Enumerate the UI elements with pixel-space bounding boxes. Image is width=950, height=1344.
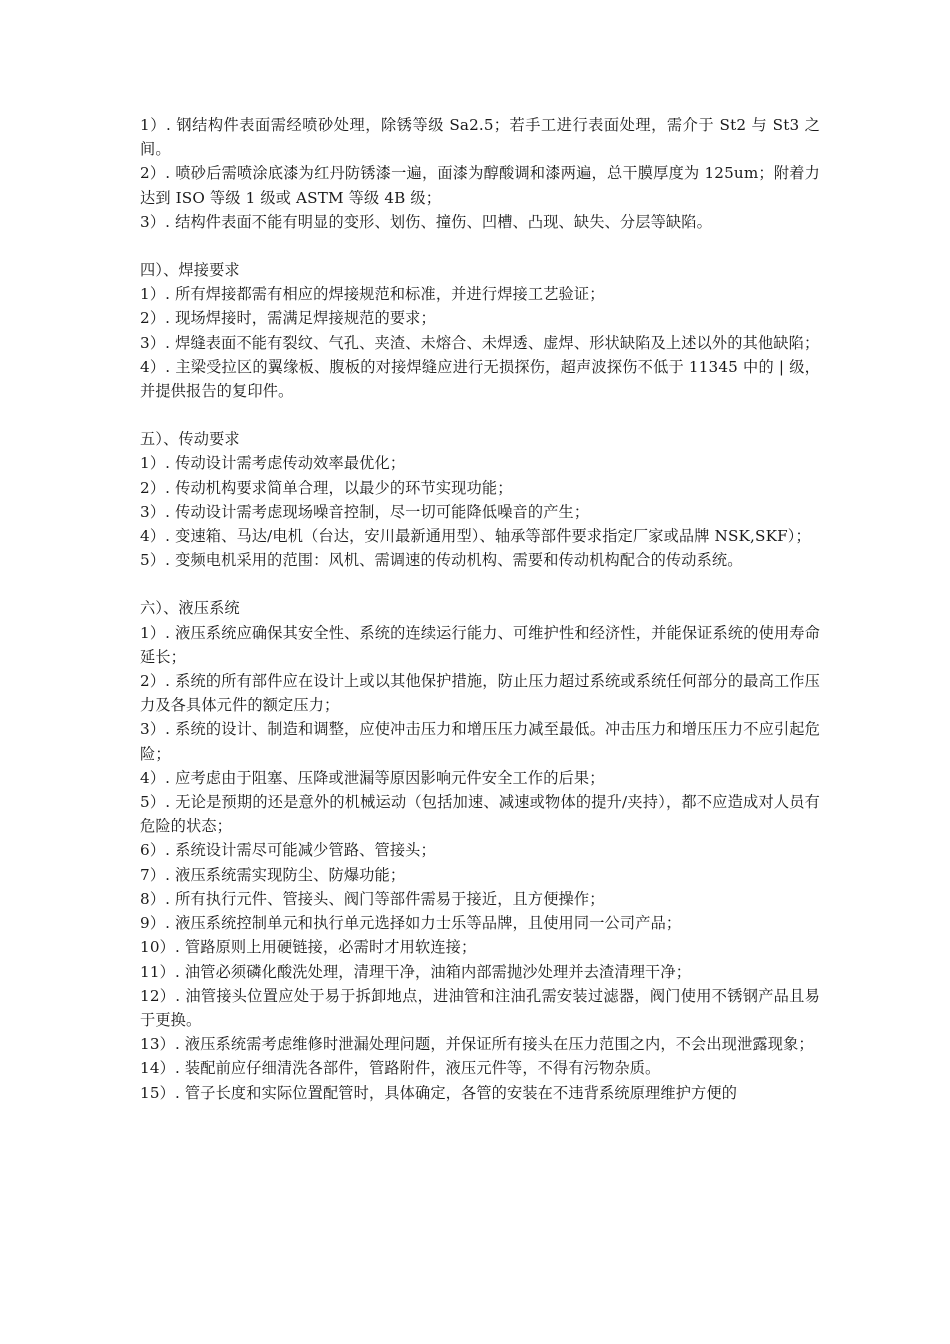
list-item: 2）. 喷砂后需喷涂底漆为红丹防锈漆一遍，面漆为醇酸调和漆两遍，总干膜厚度为 125um；附着力达到 ISO 等级 1 级或 ASTM 等级 4B 级； xyxy=(140,164,820,207)
list-item: 3）. 传动设计需考虑现场噪音控制，尽一切可能降低噪音的产生； xyxy=(140,502,590,521)
list-item: 6）. 系统设计需尽可能减少管路、管接头； xyxy=(140,841,436,860)
section-heading: 六）、液压系统 xyxy=(140,599,240,618)
document-body xyxy=(140,113,820,1105)
list-item: 14）. 装配前应仔细清洗各部件，管路附件，液压元件等，不得有污物杂质。 xyxy=(140,1059,661,1078)
paragraph-spacer xyxy=(140,572,820,596)
list-item: 1）. 传动设计需考虑传动效率最优化； xyxy=(140,454,406,473)
list-item: 1）. 液压系统应确保其安全性、系统的连续运行能力、可维护性和经济性，并能保证系统的使用寿命延长； xyxy=(140,623,820,666)
list-item: 4）. 应考虑由于阻塞、压降或泄漏等原因影响元件安全工作的后果； xyxy=(140,768,605,787)
list-item: 5）. 无论是预期的还是意外的机械运动（包括加速、减速或物体的提升/夹持），都不应造成对人员有危险的状态； xyxy=(140,793,820,836)
section-heading: 四）、焊接要求 xyxy=(140,261,240,280)
list-item: 13）. 液压系统需考虑维修时泄漏处理问题，并保证所有接头在压力范围之内，不会出现泄露现象； xyxy=(140,1035,814,1054)
list-item: 5）. 变频电机采用的范围：风机、需调速的传动机构、需要和传动机构配合的传动系统。 xyxy=(140,551,743,570)
list-item: 3）. 焊缝表面不能有裂纹、气孔、夹渣、未熔合、未焊透、虚焊、形状缺陷及上述以外的其他缺陷； xyxy=(140,333,820,352)
list-item: 2）. 现场焊接时，需满足焊接规范的要求； xyxy=(140,309,436,328)
list-item: 9）. 液压系统控制单元和执行单元选择如力士乐等品牌，且使用同一公司产品； xyxy=(140,914,682,933)
list-item: 4）. 主梁受拉区的翼缘板、腹板的对接焊缝应进行无损探伤，超声波探伤不低于 11345 中的 | 级，并提供报告的复印件。 xyxy=(140,357,820,401)
list-item: 1）. 钢结构件表面需经喷砂处理，除锈等级 Sa2.5；若手工进行表面处理，需介于 St2 与 St3 之间。 xyxy=(140,116,820,159)
paragraph-spacer xyxy=(140,234,820,258)
list-item: 2）. 系统的所有部件应在设计上或以其他保护措施，防止压力超过系统或系统任何部分的最高工作压力及各具体元件的额定压力； xyxy=(140,672,820,715)
list-item: 4）. 变速箱、马达/电机（台达，安川最新通用型）、轴承等部件要求指定厂家或品牌 NSK,SKF）； xyxy=(140,527,811,546)
list-item: 1）. 所有焊接都需有相应的焊接规范和标准，并进行焊接工艺验证； xyxy=(140,285,605,304)
list-item: 7）. 液压系统需实现防尘、防爆功能； xyxy=(140,865,406,884)
section-heading: 五）、传动要求 xyxy=(140,430,240,449)
list-item: 3）. 系统的设计、制造和调整，应使冲击压力和增压压力减至最低。冲击压力和增压压力不应引起危险； xyxy=(140,720,820,763)
list-item: 12）. 油管接头位置应处于易于拆卸地点，进油管和注油孔需安装过滤器，阀门使用不锈钢产品且易于更换。 xyxy=(140,986,820,1029)
list-item: 15）. 管子长度和实际位置配管时，具体确定，各管的安装在不违背系统原理维护方便的 xyxy=(140,1083,738,1102)
list-item: 10）. 管路原则上用硬链接，必需时才用软连接； xyxy=(140,938,477,957)
list-item: 2）. 传动机构要求简单合理，以最少的环节实现功能； xyxy=(140,478,513,497)
paragraph-spacer xyxy=(140,403,820,427)
list-item: 8）. 所有执行元件、管接头、阀门等部件需易于接近，且方便操作； xyxy=(140,889,605,908)
list-item: 11）. 油管必须磷化酸洗处理，清理干净，油箱内部需抛沙处理并去渣清理干净； xyxy=(140,962,692,981)
list-item: 3）. 结构件表面不能有明显的变形、划伤、撞伤、凹槽、凸现、缺失、分层等缺陷。 xyxy=(140,212,712,231)
